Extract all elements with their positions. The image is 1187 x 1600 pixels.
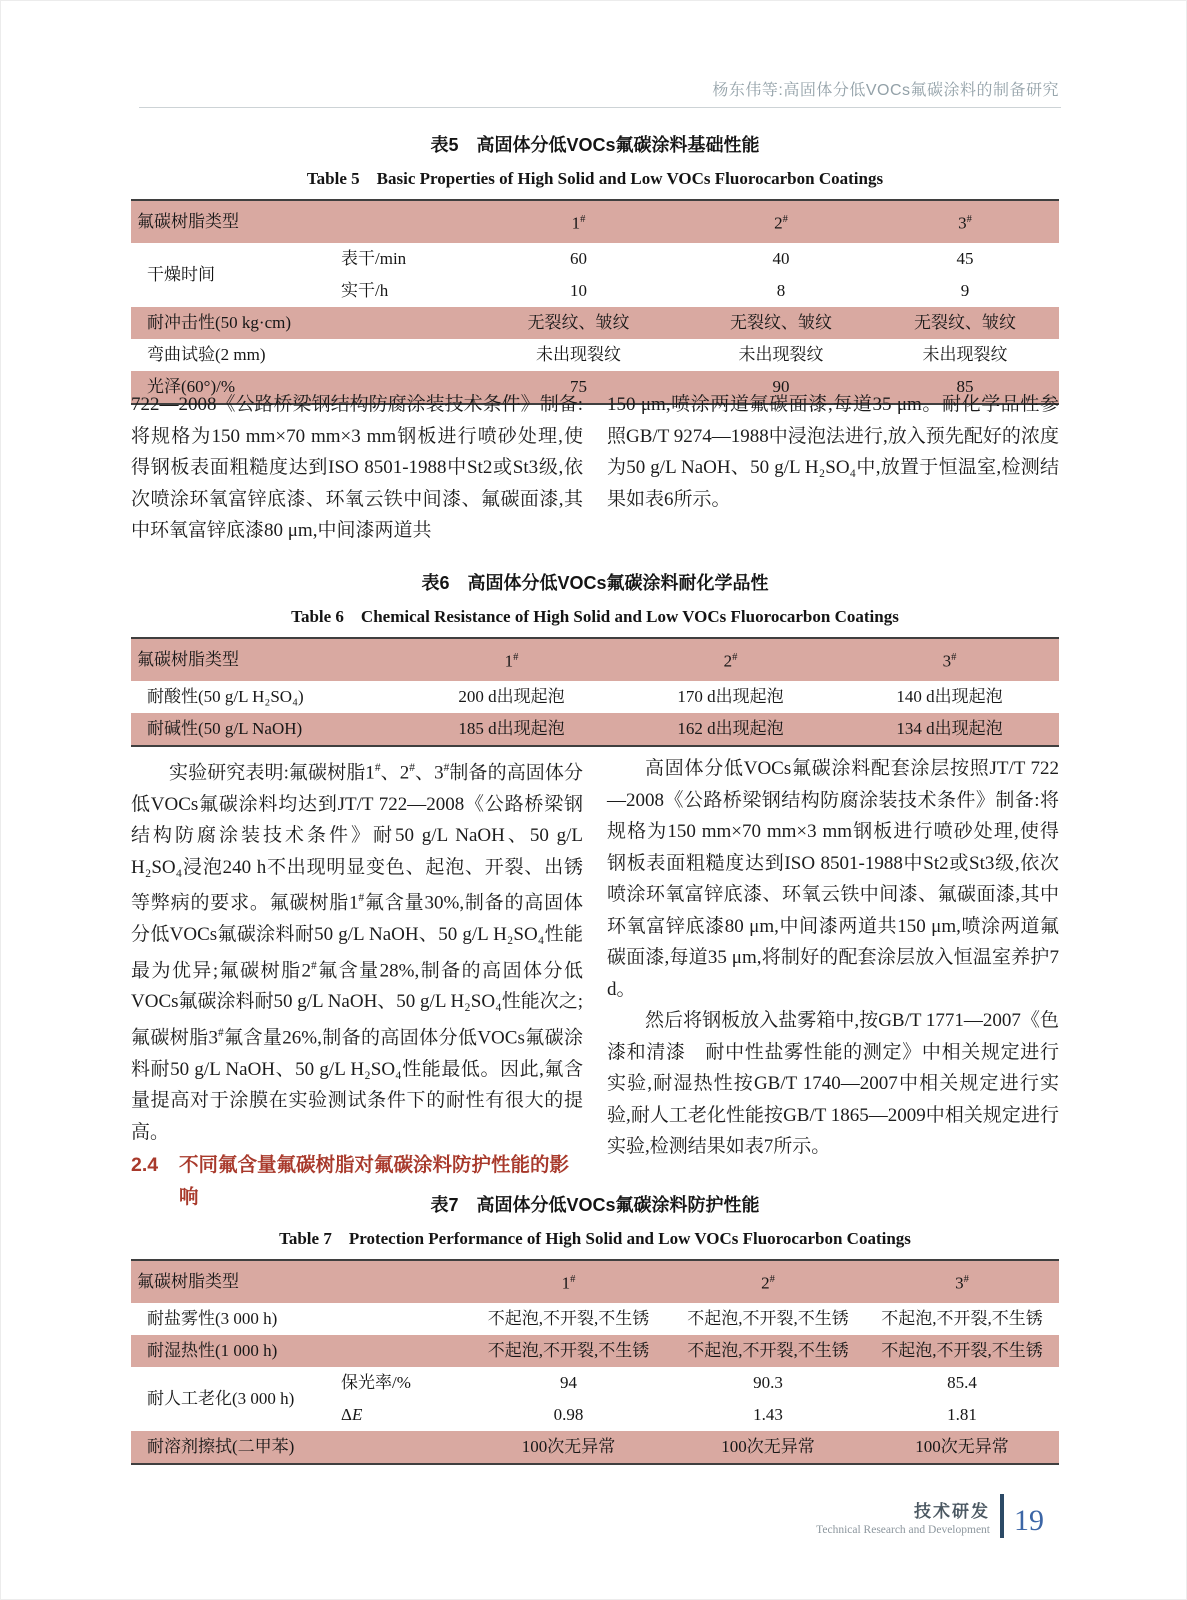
right-column	[607, 389, 1059, 547]
cell-value: 9	[960, 280, 970, 300]
cell-value: 未出现裂纹	[922, 344, 1008, 364]
footer-section-en: Technical Research and Development	[816, 1523, 990, 1536]
cell-value: 94	[560, 1372, 577, 1392]
table6	[131, 637, 1059, 747]
cell-value: 1.81	[947, 1404, 977, 1424]
row-sublabel: 表干/min	[341, 248, 407, 268]
column-header: 1#	[466, 1260, 671, 1303]
column-header: 1#	[466, 200, 691, 243]
column-header: 3#	[840, 638, 1059, 681]
column-header: 氟碳树脂类型	[131, 200, 466, 243]
table7	[131, 1259, 1059, 1465]
table6-title-en: Table 6 Chemical Resistance of High Solid and Low VOCs Fluorocarbon Coatings	[291, 607, 899, 626]
table-row	[131, 1431, 1059, 1464]
row-sublabel: 实干/h	[341, 280, 389, 300]
page-number: 19	[1014, 1504, 1044, 1537]
row-label: 耐湿热性(1 000 h)	[131, 1335, 466, 1367]
cell-value: 75	[466, 371, 691, 404]
section-title: 不同氟含量氟碳树脂对氟碳涂料防护性能的影响	[179, 1154, 570, 1208]
left-column	[131, 753, 583, 1213]
footer-section-block	[816, 1497, 990, 1536]
table5-block	[131, 131, 1059, 405]
row-label: 光泽(60°)/%	[131, 371, 466, 404]
paragraph: 然后将钢板放入盐雾箱中,按GB/T 1771—2007《色漆和清漆 耐中性盐雾性能的测定》中相关规定进行实验,耐湿热性按GB/T 1740—2007中相关规定进行实验,耐人工老化性能按GB/T 1865—2009中相关规定进行实验,检测结果如表7所示。	[607, 1010, 1059, 1157]
cell-value: 170 d出现起泡	[677, 686, 784, 706]
right-column	[607, 753, 1059, 1213]
cell-value: 140 d出现起泡	[896, 686, 1003, 706]
footer-section-cn: 技术研发	[914, 1501, 990, 1521]
cell-value: 未出现裂纹	[536, 344, 621, 364]
row-label: 耐盐雾性(3 000 h)	[147, 1308, 278, 1328]
table-row	[131, 713, 1059, 746]
cell-value: 0.98	[553, 1404, 584, 1424]
cell-value: 1.43	[753, 1404, 783, 1424]
row-label: 弯曲试验(2 mm)	[147, 344, 266, 364]
column-header: 氟碳树脂类型	[131, 638, 402, 681]
cell-value: 100次无异常	[671, 1431, 865, 1464]
cell-value: 不起泡,不开裂,不生锈	[487, 1308, 650, 1328]
table-row	[131, 1367, 1059, 1399]
cell-value: 40	[772, 248, 790, 268]
cell-value: 185 d出现起泡	[402, 713, 621, 746]
cell-value: 无裂纹、皱纹	[871, 307, 1059, 339]
table5-title-en: Table 5 Basic Properties of High Solid and Low VOCs Fluorocarbon Coatings	[306, 169, 884, 188]
table-row	[131, 243, 1059, 275]
row-label: 耐人工老化(3 000 h)	[147, 1388, 295, 1408]
column-header: 3#	[871, 200, 1059, 243]
cell-value: 162 d出现起泡	[621, 713, 840, 746]
table-row	[131, 307, 1059, 339]
cell-value: 85	[871, 371, 1059, 404]
section-number: 2.4	[131, 1154, 159, 1177]
table-row	[131, 1303, 1059, 1335]
row-label: 干燥时间	[147, 264, 215, 284]
column-header: 2#	[691, 200, 871, 243]
row-label: 耐碱性(50 g/L NaOH)	[131, 713, 402, 746]
cell-value: 未出现裂纹	[738, 344, 824, 364]
cell-value: 不起泡,不开裂,不生锈	[865, 1335, 1059, 1367]
paragraph: 150 μm,喷涂两道氟碳面漆,每道35 μm。耐化学品性参照GB/T 9274—1988中浸泡法进行,放入预先配好的浓度为50 g/L NaOH、50 g/L H₂SO₄中,放置于恒温室,检测结果如表6所示。	[607, 394, 1059, 510]
row-label: 耐溶剂擦拭(二甲苯)	[131, 1431, 466, 1464]
table7-block	[131, 1191, 1059, 1465]
cell-value: 100次无异常	[865, 1431, 1059, 1464]
left-column	[131, 389, 583, 547]
table6-block	[131, 569, 1059, 747]
paragraph: 实验研究表明:氟碳树脂1#、2#、3#制备的高固体分低VOCs氟碳涂料均达到JT/T 722—2008《公路桥梁钢结构防腐涂装技术条件》耐50 g/L NaOH、50 g/L H₂SO₄浸泡240 h不出现明显变色、起泡、开裂、出锈等弊病的要求。氟碳树脂1#氟含量30%,制备的高固体分低VOCs氟碳涂料耐50 g/L NaOH、50 g/L H₂SO₄性能最为优异;氟碳树脂2#氟含量28%,制备的高固体分低VOCs氟碳涂料耐50 g/L NaOH、50 g/L H₂SO₄性能次之;氟碳树脂3#氟含量26%,制备的高固体分低VOCs氟碳涂料耐50 g/L NaOH、50 g/L H₂SO₄性能最低。因此,氟含量提高对于涂膜在实验测试条件下的耐性有很大的提高。	[131, 762, 584, 1143]
paragraph: 722—2008《公路桥梁钢结构防腐涂装技术条件》制备:将规格为150 mm×70 mm×3 mm钢板进行喷砂处理,使得钢板表面粗糙度达到ISO 8501-1988中St2或St3级,依次喷涂环氧富锌底漆、环氧云铁中间漆、氟碳面漆,其中环氧富锌底漆80 μm,中间漆两道共	[131, 394, 583, 541]
cell-value: 不起泡,不开裂,不生锈	[687, 1308, 849, 1328]
header-rule	[139, 107, 1061, 108]
table-row	[131, 681, 1059, 713]
row-label: 耐冲击性(50 kg·cm)	[131, 307, 466, 339]
body-section-2	[131, 753, 1059, 1213]
running-head: 杨东伟等:高固体分低VOCs氟碳涂料的制备研究	[712, 82, 1059, 99]
table5	[131, 199, 1059, 405]
row-sublabel: ΔE	[341, 1404, 363, 1424]
cell-value: 10	[570, 280, 587, 300]
column-header: 2#	[671, 1260, 865, 1303]
cell-value: 90.3	[753, 1372, 783, 1392]
column-header: 氟碳树脂类型	[131, 1260, 466, 1303]
table7-title-cn: 表7 高固体分低VOCs氟碳涂料防护性能	[430, 1195, 760, 1215]
row-label: 耐酸性(50 g/L H₂SO₄)	[147, 686, 304, 706]
cell-value: 不起泡,不开裂,不生锈	[881, 1308, 1043, 1328]
paragraph: 高固体分低VOCs氟碳涂料配套涂层按照JT/T 722—2008《公路桥梁钢结构防腐涂装技术条件》制备:将规格为150 mm×70 mm×3 mm钢板进行喷砂处理,使得钢板表面粗糙度达到ISO 8501-1988中St2或St3级,依次喷涂环氧富锌底漆、环氧云铁中间漆、氟碳面漆,其中环氧富锌底漆80 μm,中间漆两道共150 μm,喷涂两道氟碳面漆,每道35 μm,将制好的配套涂层放入恒温室养护7 d。	[607, 758, 1059, 1000]
cell-value: 100次无异常	[466, 1431, 671, 1464]
cell-value: 200 d出现起泡	[458, 686, 565, 706]
table-row	[131, 200, 1059, 243]
cell-value: 45	[956, 248, 974, 268]
cell-value: 无裂纹、皱纹	[466, 307, 691, 339]
cell-value: 60	[570, 248, 587, 268]
page-footer	[816, 1494, 1044, 1538]
table-row	[131, 1260, 1059, 1303]
table-row	[131, 638, 1059, 681]
column-header: 1#	[402, 638, 621, 681]
cell-value: 8	[776, 280, 786, 300]
cell-value: 85.4	[947, 1372, 977, 1392]
column-header: 2#	[621, 638, 840, 681]
table6-title-cn: 表6 高固体分低VOCs氟碳涂料耐化学品性	[421, 573, 769, 593]
footer-divider-bar	[1000, 1494, 1004, 1538]
cell-value: 不起泡,不开裂,不生锈	[671, 1335, 865, 1367]
table7-title-en: Table 7 Protection Performance of High Solid and Low VOCs Fluorocarbon Coatings	[279, 1229, 911, 1248]
row-sublabel: 保光率/%	[341, 1372, 411, 1392]
body-section-1	[131, 389, 1059, 547]
cell-value: 不起泡,不开裂,不生锈	[466, 1335, 671, 1367]
column-header: 3#	[865, 1260, 1059, 1303]
cell-value: 90	[691, 371, 871, 404]
table-row	[131, 339, 1059, 371]
cell-value: 无裂纹、皱纹	[691, 307, 871, 339]
cell-value: 134 d出现起泡	[840, 713, 1059, 746]
table-row	[131, 1335, 1059, 1367]
table5-title-cn: 表5 高固体分低VOCs氟碳涂料基础性能	[430, 135, 760, 155]
